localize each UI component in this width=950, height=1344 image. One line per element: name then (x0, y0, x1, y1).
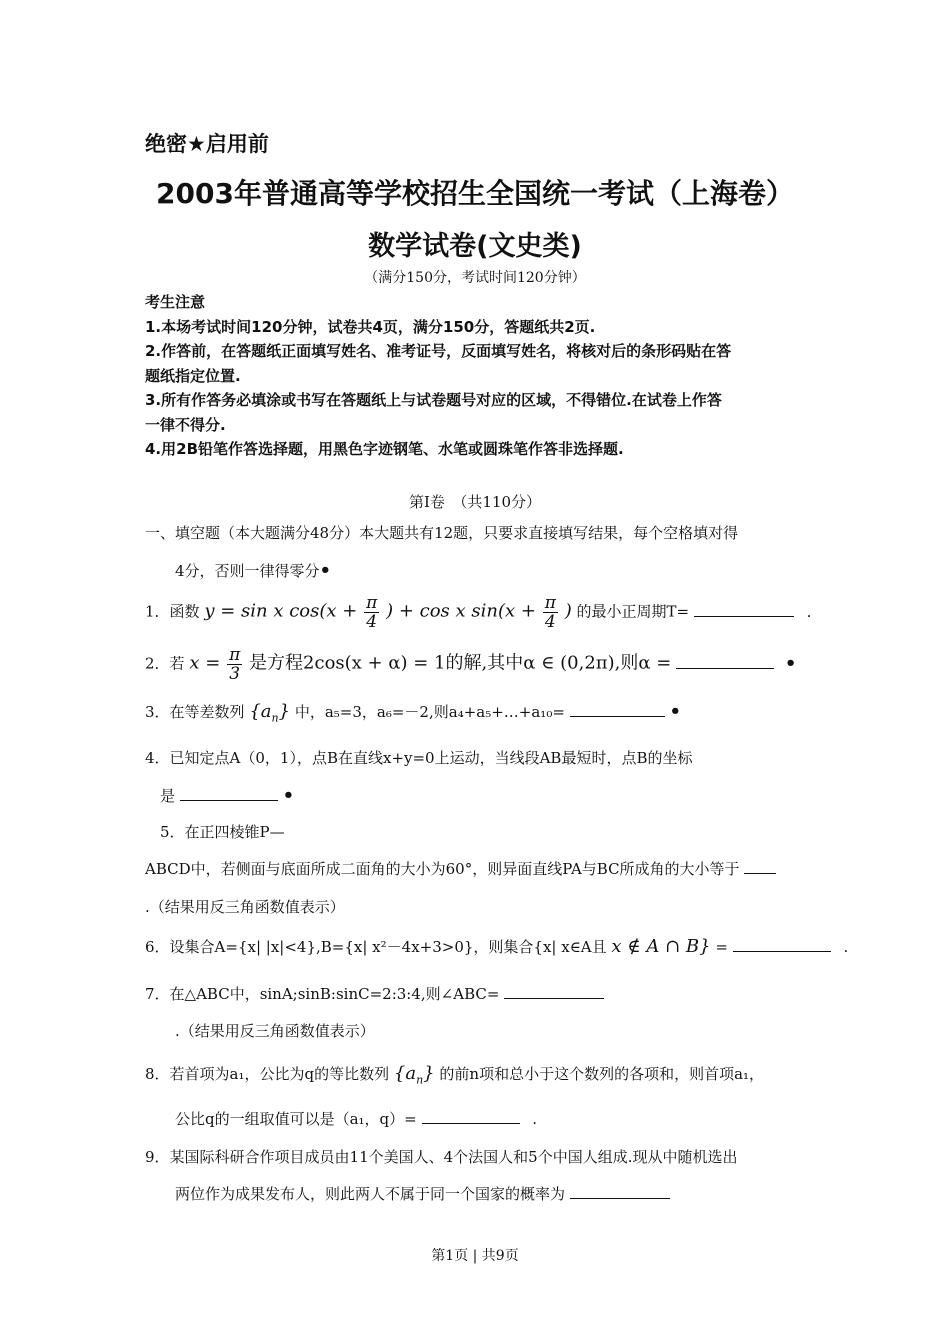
q3-seq-open: {a (249, 701, 272, 722)
q1-prefix: 1．函数 (145, 602, 200, 621)
answer-blank[interactable] (180, 786, 278, 801)
part-heading: 第I卷 （共110分） (408, 493, 542, 511)
q3-seq-sub: n (271, 711, 279, 725)
question-1 (145, 594, 811, 631)
exam-title: 2003年普通高等学校招生全国统一考试（上海卷） (156, 177, 794, 210)
question-7-line2: .（结果用反三角函数值表示） (175, 1022, 375, 1040)
q6-text: 6．设集合A={x| |x|<4},B={x| x²－4x+3>0}，则集合{x| x∈A且 (145, 938, 607, 956)
q2-text: 是方程2cos(x + α) = 1的解,其中α ∈ (0,2π),则α = (249, 652, 672, 674)
question-8-line2 (175, 1108, 537, 1129)
note-item: 2.作答前，在答题纸正面填写姓名、准考证号，反面填写姓名，将核对后的条形码贴在答 (145, 342, 732, 360)
note-item: 3.所有作答务必填涂或书写在答题纸上与试卷题号对应的区域，不得错位.在试卷上作答 (145, 391, 722, 409)
exam-subtitle: 数学试卷(文史类) (368, 231, 582, 262)
question-6 (145, 936, 848, 957)
answer-blank[interactable] (744, 859, 776, 874)
q6-equals: = (715, 938, 728, 956)
answer-blank[interactable] (570, 1184, 670, 1199)
period: . (843, 938, 849, 956)
section-instructions-line1: 一、填空题（本大题满分48分）本大题共有12题，只要求直接填写结果，每个空格填对得 (145, 524, 739, 542)
q2-frac-num: π (229, 645, 241, 665)
bullet-dot: • (282, 785, 295, 806)
note-item: 4.用2B铅笔作答选择题，用黑色字迹钢笔、水笔或圆珠笔作答非选择题. (145, 440, 624, 458)
question-5-line1: 5．在正四棱锥P— (160, 823, 285, 841)
q9-text: 两位作为成果发布人，则此两人不属于同一个国家的概率为 (175, 1185, 566, 1203)
q3-prefix: 3．在等差数列 (145, 703, 245, 721)
bullet-dot: • (784, 652, 797, 674)
q8-seq-close: } (423, 1063, 435, 1084)
answer-blank[interactable] (694, 602, 794, 617)
q7-text: 7．在△ABC中，sinA;sinB:sinC=2:3:4,则∠ABC= (145, 985, 500, 1003)
question-5-line2 (145, 858, 776, 879)
q1-fraction-2 (543, 594, 558, 631)
question-5-line3: .（结果用反三角函数值表示） (145, 898, 345, 916)
question-7-line1 (145, 983, 604, 1004)
question-3 (145, 701, 681, 725)
q1-formula-c: ) (564, 600, 572, 622)
period: . (806, 602, 812, 621)
notes-heading: 考生注意 (145, 293, 206, 311)
candidate-notes (145, 290, 815, 462)
question-9-line2 (175, 1183, 670, 1204)
q1-frac-den: 4 (366, 612, 378, 632)
q1-suffix: 的最小正周期T= (576, 602, 690, 621)
q1-frac-num: π (366, 593, 378, 613)
question-8-line1 (145, 1063, 764, 1087)
q6-math: x ∉ A ∩ B} (611, 936, 711, 957)
question-4-line1: 4．已知定点A（0，1），点B在直线x+y=0上运动，当线段AB最短时，点B的坐标 (145, 749, 693, 767)
q1-frac-num: π (544, 593, 556, 613)
bullet-dot: • (319, 560, 332, 581)
q2-prefix: 2．若 (145, 654, 185, 673)
q1-formula-a: y = sin x cos(x + (204, 600, 358, 622)
section-instructions-line2 (175, 560, 331, 581)
question-2 (145, 646, 796, 683)
section-instructions-text: 4分，否则一律得零分 (175, 562, 320, 580)
q8-text-c: 公比q的一组取值可以是（a₁，q）= (175, 1110, 417, 1128)
note-item: 一律不得分. (145, 415, 226, 434)
q3-text: 中，a₅=3，a₆=－2,则a₄+a₅+…+a₁₀= (294, 703, 565, 721)
answer-blank[interactable] (733, 937, 831, 952)
q8-seq-open: {a (393, 1063, 417, 1084)
question-4-line2 (160, 785, 294, 806)
confidential-mark: 绝密★启用前 (145, 132, 269, 156)
q3-seq-close: } (278, 701, 291, 722)
question-9-line1: 9．某国际科研合作项目成员由11个美国人、4个法国人和5个中国人组成.现从中随机选出 (145, 1148, 738, 1166)
q2-x: x = (189, 652, 221, 674)
q3-sequence (249, 701, 291, 725)
q2-fraction (227, 646, 242, 683)
answer-blank[interactable] (422, 1109, 520, 1124)
period: . (532, 1110, 538, 1128)
q1-fraction-1 (364, 594, 379, 631)
q8-seq-sub: n (416, 1073, 424, 1087)
answer-blank[interactable] (504, 984, 604, 999)
q1-frac-den: 4 (544, 612, 556, 632)
page-footer: 第1页 | 共9页 (431, 1248, 519, 1264)
note-item: 题纸指定位置. (145, 366, 241, 385)
answer-blank[interactable] (570, 702, 665, 717)
q8-text-a: 8．若首项为a₁，公比为q的等比数列 (145, 1065, 390, 1083)
q8-sequence (393, 1063, 435, 1087)
q2-frac-den: 3 (229, 664, 241, 684)
q8-text-b: 的前n项和总小于这个数列的各项和，则首项a₁， (439, 1065, 765, 1083)
q5-text: ABCD中，若侧面与底面所成二面角的大小为60°，则异面直线PA与BC所成角的大小等于 (145, 860, 740, 878)
exam-meta: （满分150分，考试时间120分钟） (364, 270, 586, 286)
q1-formula-b: ) + cos x sin(x + (386, 600, 536, 622)
q4-prefix: 是 (160, 787, 176, 805)
bullet-dot: • (669, 701, 681, 722)
note-item: 1.本场考试时间120分钟，试卷共4页，满分150分，答题纸共2页. (145, 317, 596, 336)
answer-blank[interactable] (676, 654, 774, 669)
